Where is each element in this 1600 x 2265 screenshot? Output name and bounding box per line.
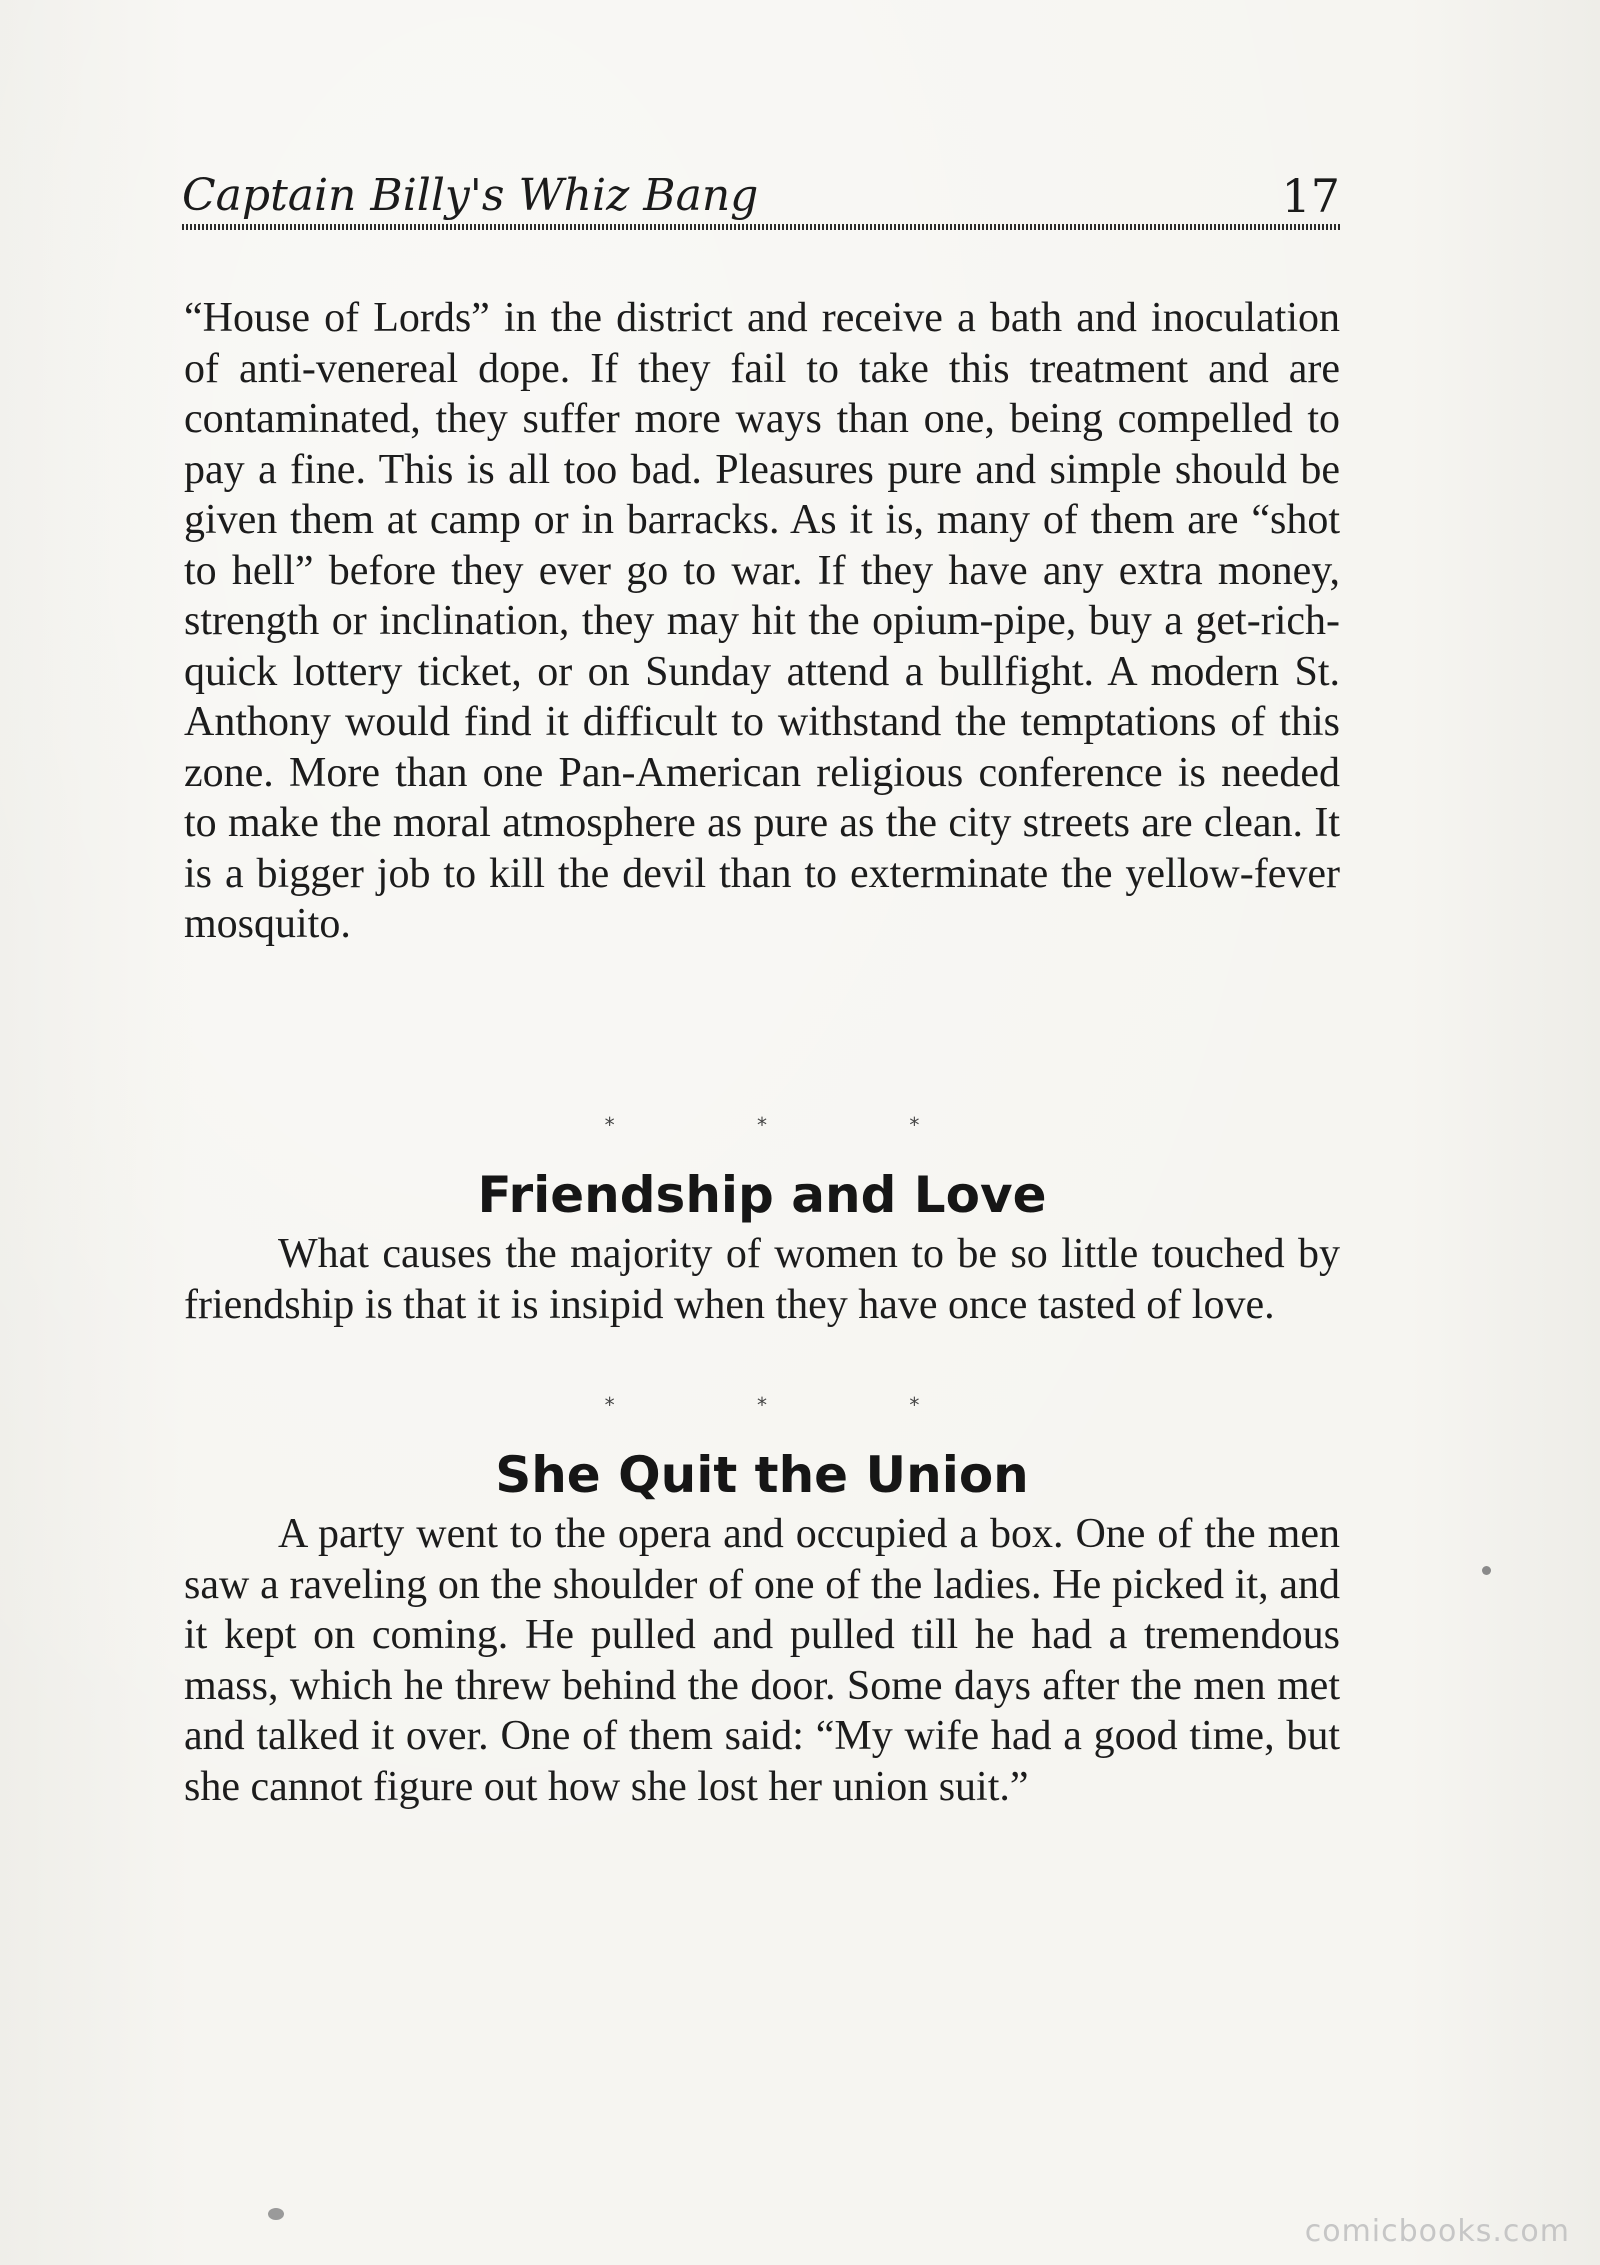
watermark-text: comicbooks.com	[1304, 2214, 1570, 2249]
section-separator-stars: * * *	[604, 1393, 988, 1417]
magazine-title: Captain Billy's Whiz Bang	[182, 170, 759, 221]
header-rule-divider	[182, 224, 1342, 230]
paper-speck	[268, 2208, 284, 2220]
section-heading-friendship: Friendship and Love	[477, 1166, 1047, 1224]
section-separator-stars: * * *	[604, 1113, 988, 1137]
paper-speck	[1482, 1566, 1491, 1575]
page-number: 17	[1281, 169, 1340, 223]
union-paragraph: A party went to the opera and occupied a box. One of the men saw a raveling on the shoulder of one of the ladies. He picked it, and it kept on coming. He pulled and pulled till he had a tremendous mass, which he threw behind the door. Some days after the men met and talked it over. One of them said: “My wife had a good time, but she cannot figure out how she lost her union suit.”	[184, 1511, 1340, 1810]
friendship-paragraph: What causes the majority of women to be so little touched by friendship is that it is insipid when they have once tasted of love.	[184, 1231, 1340, 1328]
page-header	[182, 168, 1342, 228]
section-heading-union: She Quit the Union	[495, 1446, 1029, 1504]
article-continued-paragraph: “House of Lords” in the district and receive a bath and inoculation of anti-venereal dope. If they fail to take this treatment and are contaminated, they suffer more ways than one, being compelled to pay a fine. This is all too bad. Pleasures pure and simple should be given them at camp or in barracks. As it is, many of them are “shot to hell” before they ever go to war. If they have any extra money, strength or inclination, they may hit the opium-pipe, buy a get-rich-quick lottery ticket, or on Sunday attend a bullfight. A modern St. Anthony would find it difficult to withstand the temptations of this zone. More than one Pan-American religious conference is needed to make the moral atmosphere as pure as the city streets are clean. It is a bigger job to kill the devil than to exterminate the yellow-fever mosquito.	[184, 295, 1340, 947]
